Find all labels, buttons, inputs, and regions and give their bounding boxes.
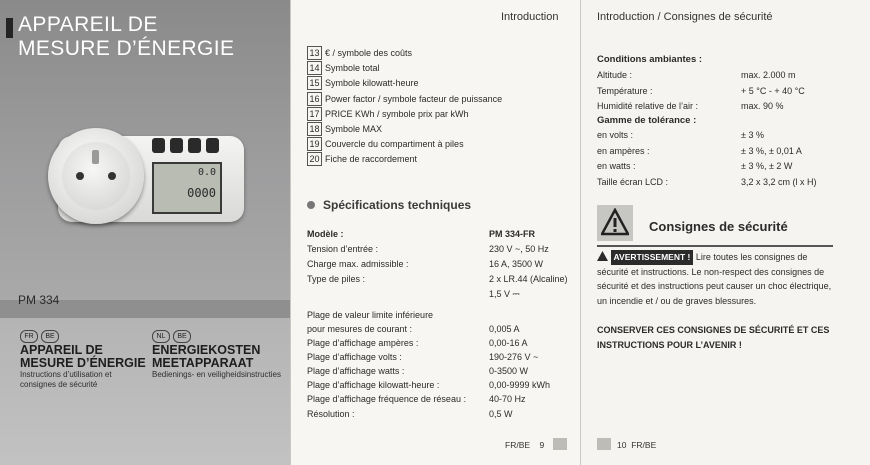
spec-row xyxy=(307,380,567,392)
spec-label: Tension d’entrée : xyxy=(307,244,379,254)
spec-value: 230 V ~, 50 Hz xyxy=(489,244,549,254)
condition-label: en watts : xyxy=(597,161,636,171)
legend-number: 13 xyxy=(307,46,322,60)
condition-row xyxy=(597,101,867,113)
keep-instructions: CONSERVER CES CONSIGNES DE SÉCURITÉ ET CES INSTRUCTIONS POUR L’AVENIR ! xyxy=(597,325,830,350)
lang-badge-nl: NL xyxy=(152,330,170,343)
condition-label: Température : xyxy=(597,85,653,96)
cover-sub-nl-line1: Bedienings- en veiligheidsinstructies xyxy=(152,370,281,379)
legend-text: Symbole kilowatt-heure xyxy=(325,78,419,89)
legend-item xyxy=(307,152,417,166)
spec-value: 0,00-9999 kWh xyxy=(489,380,551,390)
cover-heading-nl-line1: ENERGIEKOSTEN xyxy=(152,343,261,357)
spec-value: 190-276 V ~ xyxy=(489,352,539,362)
condition-row xyxy=(597,161,867,173)
cover-title-line1: APPAREIL DE xyxy=(18,13,158,36)
legend-number: 19 xyxy=(307,137,322,151)
lcd-line2: 0000 xyxy=(187,186,216,200)
cover-title xyxy=(18,13,234,61)
cover-heading-nl xyxy=(152,344,260,370)
condition-value: 3,2 x 3,2 cm (l x H) xyxy=(741,176,817,187)
lang-badge-be-nl: BE xyxy=(173,330,191,343)
spec-label: Modèle : xyxy=(307,229,344,239)
condition-value: ± 3 % xyxy=(741,130,764,140)
legend-item xyxy=(307,137,464,151)
legend-text: Symbole MAX xyxy=(325,124,383,134)
legend-item xyxy=(307,122,382,136)
cover-sub-nl xyxy=(152,370,281,380)
spec-value: 2 x LR.44 (Alcaline) xyxy=(489,274,568,284)
legend-number: 16 xyxy=(307,92,322,106)
condition-label: en ampères : xyxy=(597,145,650,156)
page-header: Introduction xyxy=(501,11,559,23)
page-footer xyxy=(505,440,544,450)
condition-label: Humidité relative de l’air : xyxy=(597,101,699,111)
legend-item xyxy=(307,76,419,90)
safety-divider xyxy=(597,245,833,247)
condition-row xyxy=(597,146,867,158)
spec-row xyxy=(307,338,567,350)
section-title-text: Spécifications techniques xyxy=(323,197,472,212)
legend-text: Power factor / symbole facteur de puissance xyxy=(325,93,503,104)
section-title xyxy=(307,197,471,212)
lang-badges-fr xyxy=(20,330,59,343)
tolerance-title: Gamme de tolérance : xyxy=(597,115,697,126)
legend-item xyxy=(307,46,412,60)
cover-sub-fr-line2: consignes de sécurité xyxy=(20,380,98,389)
spec-value: 0,5 W xyxy=(489,409,513,419)
warning-paragraph xyxy=(597,250,841,308)
conditions-title: Conditions ambiantes : xyxy=(597,54,703,65)
spec-row xyxy=(307,324,567,336)
spec-value: 0-3500 W xyxy=(489,366,529,376)
cover-sub-fr xyxy=(20,370,112,390)
cover-heading-fr-line1: APPAREIL DE xyxy=(20,343,103,357)
legend-item xyxy=(307,107,469,121)
condition-label: Altitude : xyxy=(597,70,633,80)
condition-row xyxy=(597,70,867,82)
spec-label: Plage d’affichage fréquence de réseau : xyxy=(307,394,466,404)
spec-row xyxy=(307,229,567,241)
cover-heading-nl-line2: MEETAPPARAAT xyxy=(152,356,254,370)
spec-label: Charge max. admissible : xyxy=(307,259,409,269)
device-buttons xyxy=(152,138,219,153)
legend-number: 18 xyxy=(307,122,322,136)
spec-row xyxy=(307,310,567,322)
spec-label: Plage d’affichage kilowatt-heure : xyxy=(307,380,440,390)
legend-number: 15 xyxy=(307,76,322,90)
spec-label: Type de piles : xyxy=(307,274,366,284)
spec-value: 1,5 V ⎓ xyxy=(489,289,520,299)
condition-row xyxy=(597,177,867,189)
warning-text: Lire toutes les consignes de sécurité et instructions. Le non-respect des consignes de sécurité et des instructions peut causer un choc électrique, un incendie et / ou de graves blessures. xyxy=(597,252,832,306)
cover-heading-fr xyxy=(20,344,146,370)
page-header: Introduction / Consignes de sécurité xyxy=(597,11,773,23)
spec-row xyxy=(307,259,567,271)
cover-page xyxy=(0,0,290,465)
lang-badges-nl xyxy=(152,330,191,343)
spec-value: 40-70 Hz xyxy=(489,394,526,404)
cover-sub-fr-line1: Instructions d’utilisation et xyxy=(20,370,112,379)
spec-value: 16 A, 3500 W xyxy=(489,259,544,269)
legend-number: 20 xyxy=(307,152,322,166)
spec-label: Plage d’affichage ampères : xyxy=(307,338,419,348)
page-tab-marker xyxy=(553,438,567,450)
cover-title-line2: MESURE D’ÉNERGIE xyxy=(18,37,235,60)
condition-row xyxy=(597,130,867,142)
spec-label: Plage d’affichage volts : xyxy=(307,352,402,362)
condition-value: + 5 °C - + 40 °C xyxy=(741,85,805,96)
lcd-line1: 0.0 xyxy=(197,167,216,178)
condition-value: max. 90 % xyxy=(741,101,784,111)
spec-label: pour mesures de courant : xyxy=(307,324,413,334)
socket-icon xyxy=(48,128,144,224)
lang-badge-be: BE xyxy=(41,330,59,343)
condition-label: Taille écran LCD : xyxy=(597,176,669,187)
condition-label: en volts : xyxy=(597,130,634,140)
spec-value: 0,005 A xyxy=(489,324,520,334)
spec-label: Plage d’affichage watts : xyxy=(307,366,405,376)
footer-region: FR/BE xyxy=(631,440,657,450)
bullet-icon xyxy=(307,201,315,209)
legend-number: 14 xyxy=(307,61,322,75)
page-9 xyxy=(290,0,580,465)
warning-triangle-icon xyxy=(601,208,629,236)
legend-text: € / symbole des coûts xyxy=(325,48,413,58)
spec-label: Résolution : xyxy=(307,409,355,419)
page-tab-marker xyxy=(597,438,611,450)
cover-heading-fr-line2: MESURE D’ÉNERGIE xyxy=(20,356,146,370)
spec-row xyxy=(307,244,567,256)
small-warning-icon xyxy=(597,251,608,261)
title-marker xyxy=(6,18,13,38)
page-number: 9 xyxy=(539,440,545,450)
condition-value: ± 3 %, ± 2 W xyxy=(741,161,793,171)
safety-title: Consignes de sécurité xyxy=(649,219,788,234)
condition-value: ± 3 %, ± 0,01 A xyxy=(741,145,802,156)
condition-value: max. 2.000 m xyxy=(741,70,796,80)
spec-row xyxy=(307,409,567,421)
spec-value: PM 334-FR xyxy=(489,229,536,239)
spec-row xyxy=(307,274,567,286)
legend-number: 17 xyxy=(307,107,322,121)
warning-icon-box xyxy=(597,205,633,241)
legend-text: Symbole total xyxy=(325,63,380,74)
legend-text: Couvercle du compartiment à piles xyxy=(325,139,464,150)
condition-row xyxy=(597,86,867,98)
legend-item xyxy=(307,61,380,75)
legend-text: PRICE KWh / symbole prix par kWh xyxy=(325,108,469,119)
spec-row xyxy=(307,366,567,378)
warning-label: AVERTISSEMENT ! xyxy=(611,250,694,265)
spec-label: Plage de valeur limite inférieure xyxy=(307,310,434,320)
spec-value: 0,00-16 A xyxy=(489,338,528,348)
footer-region: FR/BE xyxy=(505,440,531,450)
page-10 xyxy=(580,0,870,465)
spec-row xyxy=(307,289,567,301)
device-lcd xyxy=(152,162,222,214)
lang-badge-fr: FR xyxy=(20,330,38,343)
legend-text: Fiche de raccordement xyxy=(325,154,418,165)
page-number: 10 xyxy=(617,440,627,450)
model-number: PM 334 xyxy=(18,293,60,307)
legend-item xyxy=(307,92,502,106)
spec-row xyxy=(307,352,567,364)
energy-meter-illustration xyxy=(48,128,244,224)
page-footer xyxy=(617,440,656,450)
spec-row xyxy=(307,394,567,406)
